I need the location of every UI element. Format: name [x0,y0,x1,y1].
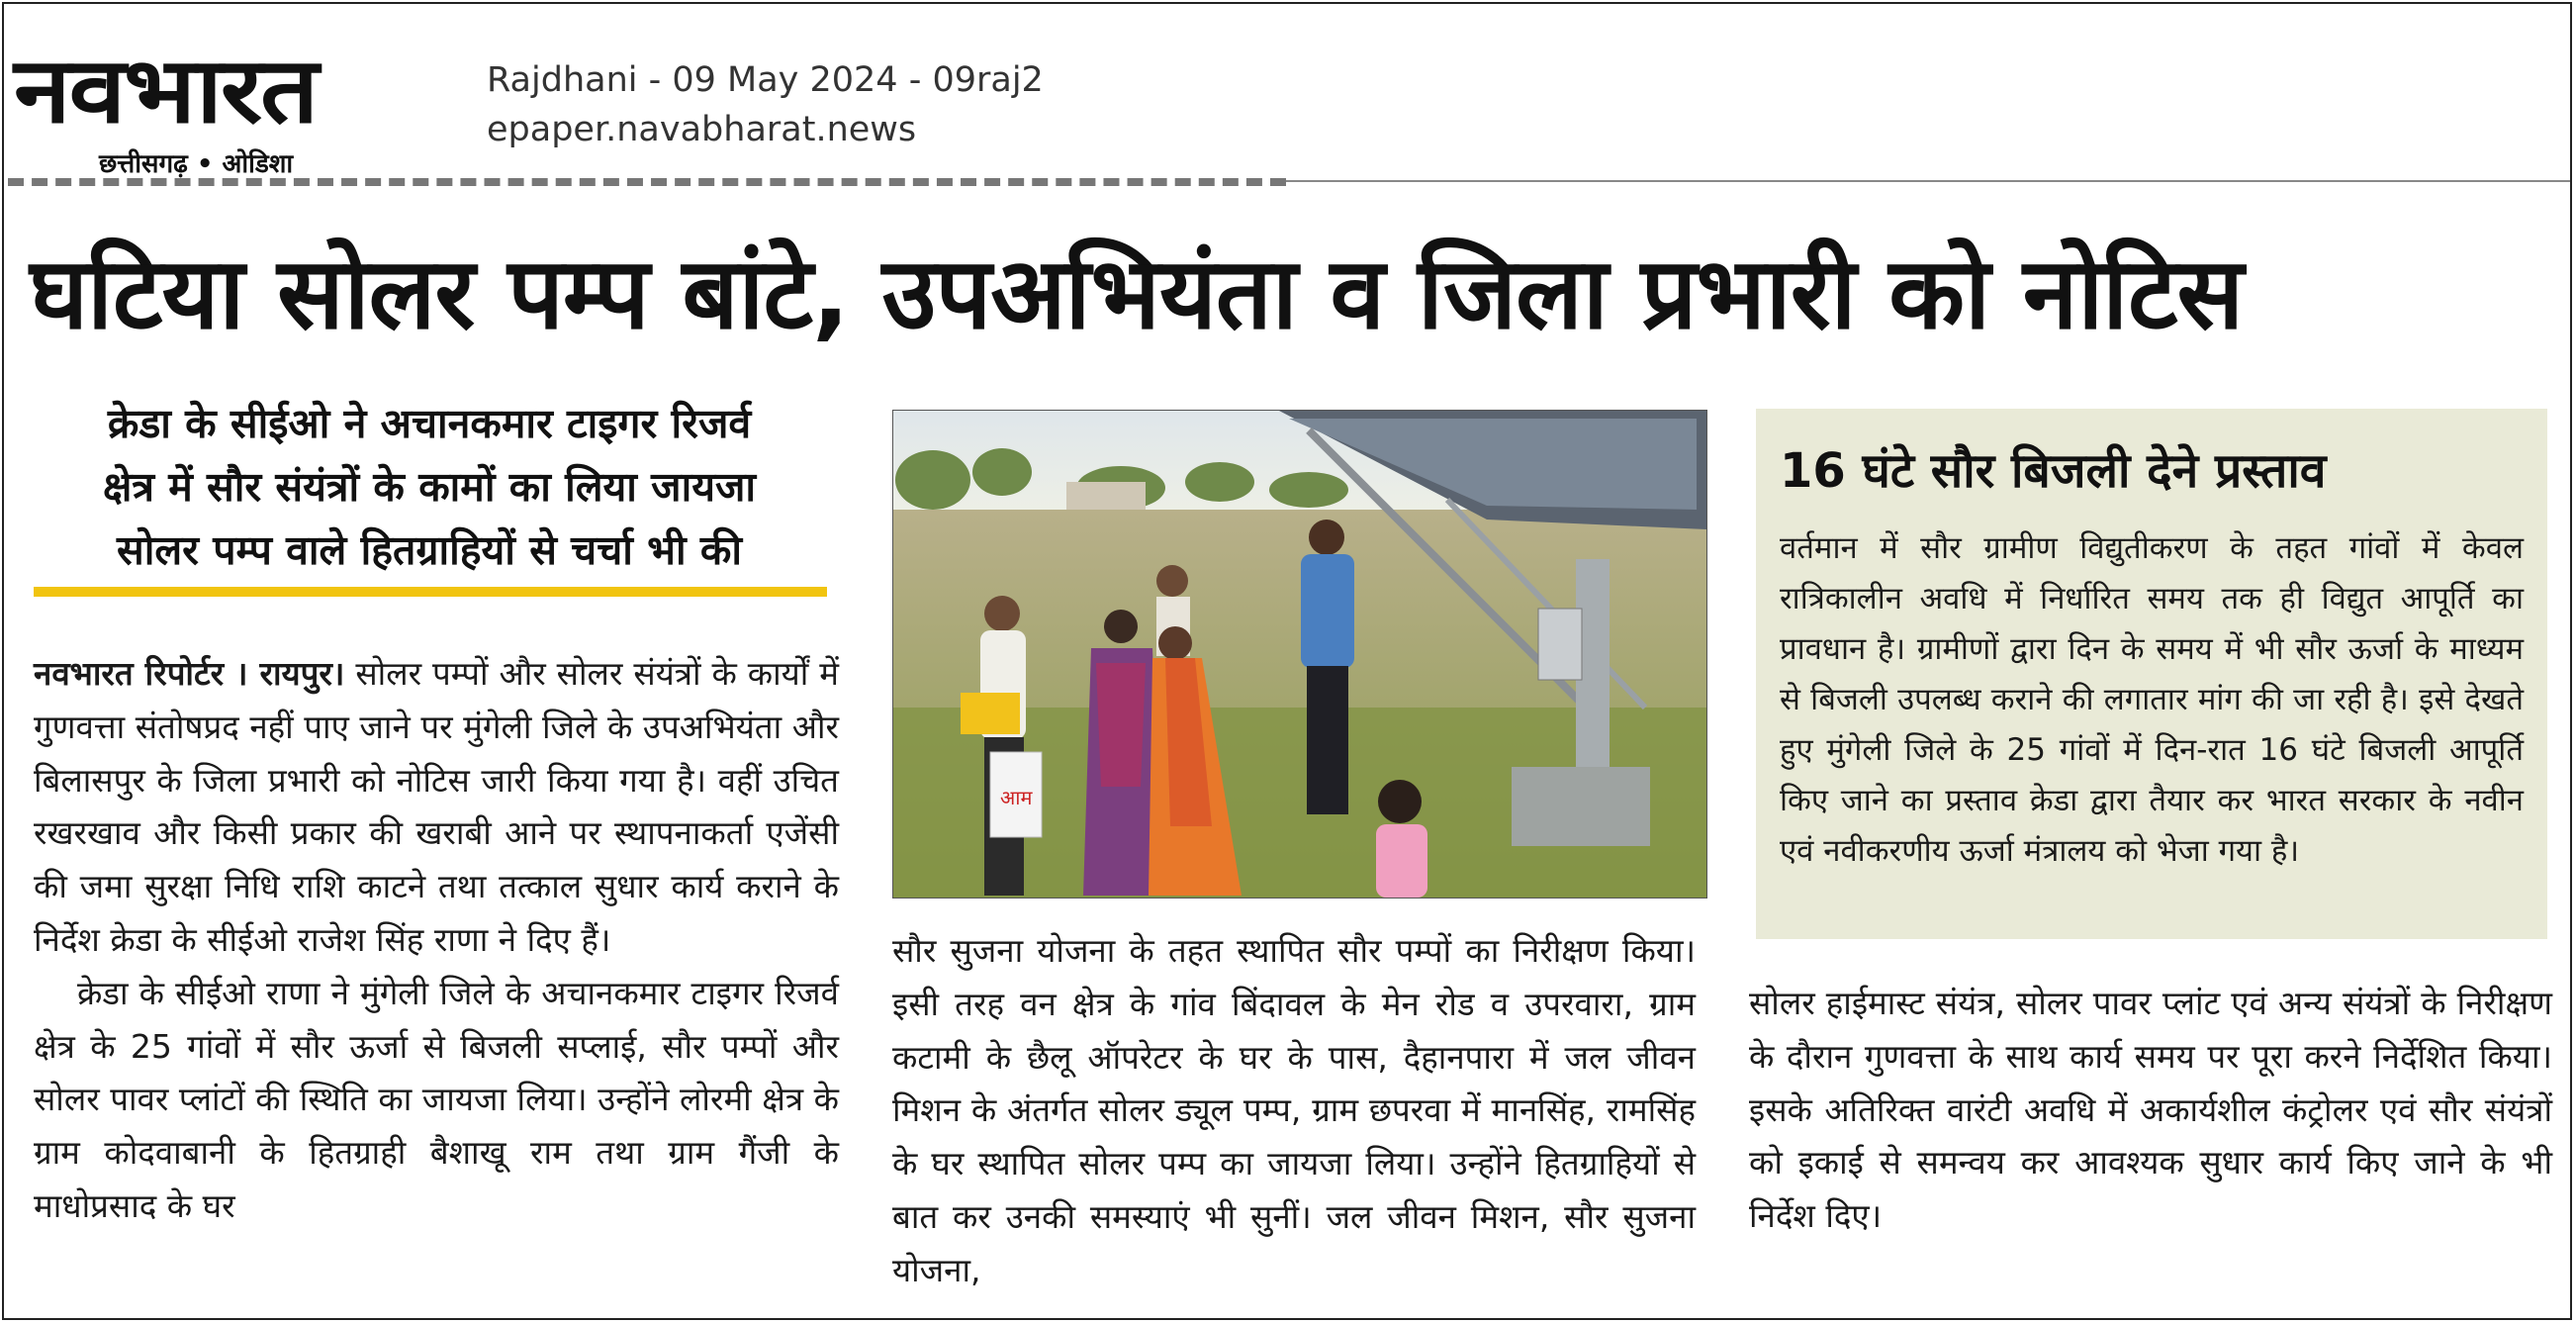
logo-subtitle: छत्तीसगढ़ • ओडिशा [99,149,294,179]
article-headline: घटिया सोलर पम्प बांटे, उपअभियंता व जिला प्रभारी को नोटिस [30,236,2244,351]
bag-label: आम [1000,786,1033,809]
website-url: epaper.navabharat.news [487,110,917,149]
byline: नवभारत रिपोर्टर । रायपुर। [34,654,345,693]
news-photo [892,410,1707,898]
middle-paragraph: सौर सुजना योजना के तहत स्थापित सौर पम्पों का निरीक्षण किया। इसी तरह वन क्षेत्र के गांव बिंदावल के मेन रोड व उपरवारा, ग्राम कटामी के छैलू ऑपरेटर के घर के पास, दैहानपारा में जल जीवन मिशन के अंतर्गत सोलर ड्यूल पम्प, ग्राम छपरवा में मानसिंह, रामसिंह के घर स्थापित सोलर पम्प का जायजा लिया। उन्होंने हितग्राहियों से बात कर उनकी समस्याएं भी सुनीं। जल जीवन मिशन, सौर सुजना योजना, [892,931,1696,1289]
middle-column [892,924,1696,1297]
masthead-rule [1286,180,2570,182]
deck-line: क्षेत्र में सौर संयंत्रों के कामों का लिया जायजा [102,463,757,511]
masthead-divider [8,178,1286,186]
paragraph-2: क्रेडा के सीईओ राणा ने मुंगेली जिले के अचानकमार टाइगर रिजर्व क्षेत्र के 25 गांवों में सौर ऊर्जा से बिजली सप्लाई, सौर पम्पों और सोलर पावर प्लांटों की स्थिति का जायजा लिया। उन्होंने लोरमी क्षेत्र के ग्राम कोदवाबानी के हितग्राही बैशाखू राम तथा ग्राम गैंजी के माधोप्रसाद के घर [34,973,839,1225]
edition-date: Rajdhani - 09 May 2024 - 09raj2 [487,60,1044,100]
deck-underline [34,587,827,597]
deck-line: सोलर पम्प वाले हितग्राहियों से चर्चा भी की [117,526,742,574]
right-column [1749,977,2552,1243]
box-title: 16 घंटे सौर बिजली देने प्रस्ताव [1780,443,2327,499]
sidebar-box [1756,409,2547,939]
paragraph-1-text: सोलर पम्पों और सोलर संयंत्रों के कार्यों में गुणवत्ता संतोषप्रद नहीं पाए जाने पर मुंगेली जिले के उपअभियंता और बिलासपुर के जिला प्रभारी को नोटिस जारी किया गया है। वहीं उचित रखरखाव और किसी प्रकार की खराबी आने पर स्थापनाकर्ता एजेंसी की जमा सुरक्षा निधि राशि काटने तथा तत्काल सुधार कार्य कराने के निर्देश क्रेडा के सीईओ राजेश सिंह राणा ने दिए हैं। [34,654,839,959]
logo-title: नवभारत [14,38,318,143]
newspaper-logo [14,38,449,179]
right-paragraph: सोलर हाईमास्ट संयंत्र, सोलर पावर प्लांट एवं अन्य संयंत्रों के निरीक्षण के दौरान गुणवत्ता के साथ कार्य समय पर पूरा करने निर्देशित किया। इसके अतिरिक्त वारंटी अवधि में अकार्यशील कंट्रोलर एवं सौर संयंत्रों को इकाई से समन्वय कर आवश्यक सुधार कार्य किए जाने के भी निर्देश दिए। [1749,984,2552,1236]
edition-info [487,55,1044,154]
article-deck [34,392,825,582]
box-text: वर्तमान में सौर ग्रामीण विद्युतीकरण के तहत गांवों में केवल रात्रिकालीन अवधि में निर्धारित समय तक ही विद्युत आपूर्ति का प्रावधान है। ग्रामीणों द्वारा दिन के समय में भी सौर ऊर्जा के माध्यम से बिजली उपलब्ध कराने की लगातार मांग की जा रही है। इसे देखते हुए मुंगेली जिले के 25 गांवों में दिन-रात 16 घंटे बिजली आपूर्ति किए जाने का प्रस्ताव क्रेडा द्वारा तैयार कर भारत सरकार के नवीन एवं नवीकरणीय ऊर्जा मंत्रालय को भेजा गया है। [1780,530,2524,869]
deck-line: क्रेडा के सीईओ ने अचानकमार टाइगर रिजर्व [107,400,752,447]
left-column [34,647,839,1233]
paragraph-1 [34,647,839,967]
